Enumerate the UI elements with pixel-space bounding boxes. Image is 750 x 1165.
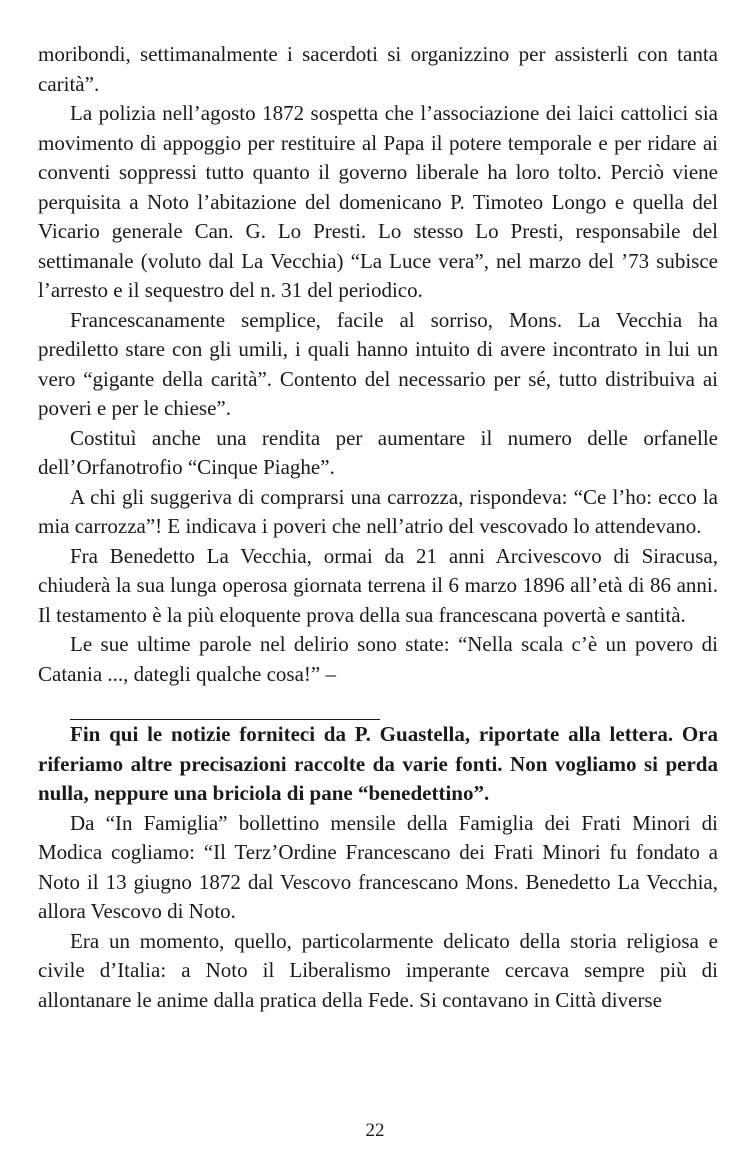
bold-paragraph: Fin qui le notizie forniteci da P. Guastella, riportate alla lettera. Ora riferiamo altre precisazioni raccolte da varie fonti. Non vogliamo si perda nulla, neppure una briciola di pane “benedettino”. [38, 722, 718, 805]
paragraph: Da “In Famiglia” bollettino mensile della Famiglia dei Frati Minori di Modica cogliamo: “Il Terz’Ordine Francescano dei Frati Minori fu fondato a Noto il 13 giugno 1872 dal Vescovo francescano Mons. Benedetto La Vecchia, allora Vescovo di Noto. [38, 810, 718, 923]
paragraph: Francescanamente semplice, facile al sorriso, Mons. La Vecchia ha prediletto stare con gli umili, i quali hanno intuito di avere incontrato in lui un vero “gigante della carità”. Contento del necessario per sé, tutto distribuiva ai poveri e per le chiese”. [38, 307, 718, 420]
paragraph: Era un momento, quello, particolarmente delicato della storia religiosa e civile d’Italia: a Noto il Liberalismo imperante cercava sempre più di allontanare le anime dalla pratica della Fede. Si contavano in Città diverse [38, 928, 718, 1012]
page-number: 22 [365, 1120, 385, 1141]
paragraph: A chi gli suggeriva di comprarsi una carrozza, rispondeva: “Ce l’ho: ecco la mia carrozza”! E indicava i poveri che nell’atrio del vescovado lo attendevano. [38, 484, 718, 538]
paragraph: Costituì anche una rendita per aumentare il numero delle orfanelle dell’Orfanotrofio “Cinque Piaghe”. [38, 425, 718, 479]
body-text [38, 40, 718, 1015]
paragraph-continued: moribondi, settimanalmente i sacerdoti si organizzino per assisterli con tanta carità”. [38, 42, 718, 96]
paragraph: La polizia nell’agosto 1872 sospetta che l’associazione dei laici cattolici sia movimento di appoggio per restituire al Papa il potere temporale e per ridare ai conventi soppressi tutto quanto il governo liberale ha loro tolto. Perciò viene perquisita a Noto l’abitazione del domenicano P. Timoteo Longo e quella del Vicario generale Can. G. Lo Presti. Lo stesso Lo Presti, responsabile del settimanale (voluto dal La Vecchia) “La Luce vera”, nel marzo del ’73 subisce l’arresto e il sequestro del n. 31 del periodico. [38, 101, 718, 302]
paragraph: Fra Benedetto La Vecchia, ormai da 21 anni Arcivescovo di Siracusa, chiuderà la sua lunga operosa giornata terrena il 6 marzo 1896 all’età di 86 anni. Il testamento è la più eloquente prova della sua francescana povertà e santità. [38, 543, 718, 627]
paragraph: Le sue ultime parole nel delirio sono state: “Nella scala c’è un povero di Catania ..., dategli qualche cosa!” – [38, 632, 718, 686]
